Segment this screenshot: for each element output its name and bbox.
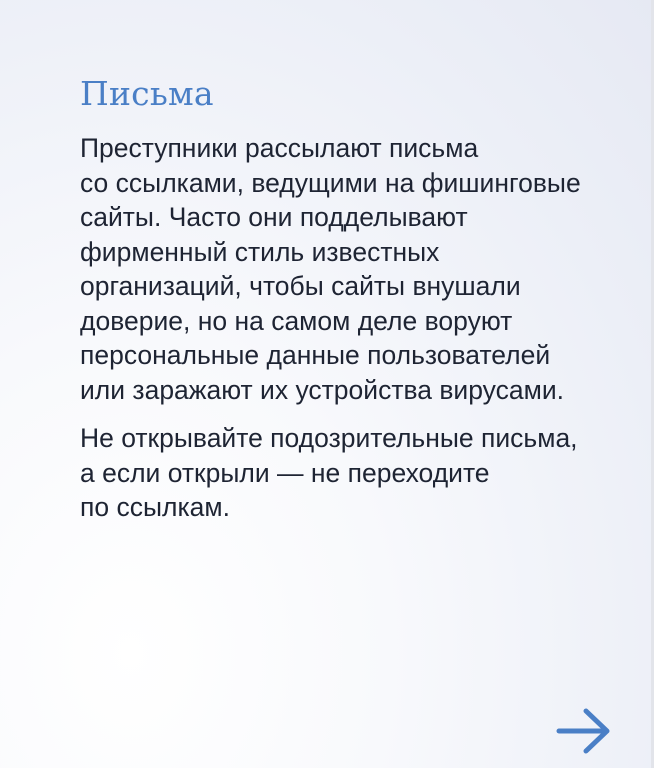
arrow-right-icon xyxy=(556,706,612,756)
slide-title: Письма xyxy=(80,74,214,113)
paragraph-phishing-description: Преступники рассылают письма со ссылками, ведущими на фишинговые сайты. Часто они подделывают фирменный стиль известных организаций, чтобы сайты внушали доверие, но на самом деле воруют персональные данные пользователей или заражают их устройства вирусами. xyxy=(80,133,581,405)
next-slide-button[interactable] xyxy=(556,706,612,756)
paragraph-advice: Не открывайте подозрительные письма, а если открыли — не переходите по ссылкам. xyxy=(80,423,578,522)
